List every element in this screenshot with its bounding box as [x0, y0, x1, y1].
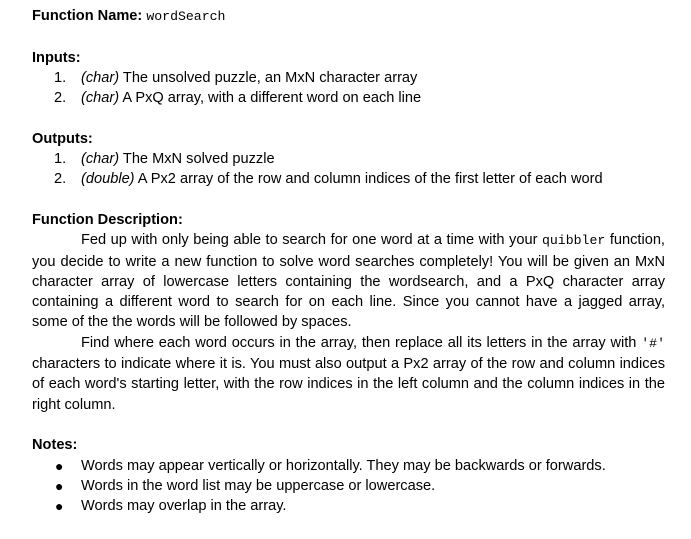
description-paragraph-2	[32, 333, 665, 415]
list-item	[32, 496, 665, 516]
list-item	[32, 169, 665, 189]
outputs-list	[32, 149, 665, 190]
list-number: 2.	[54, 90, 67, 107]
input-description: A PxQ array, with a different word on each line	[119, 90, 422, 107]
inline-code: quibbler	[541, 233, 606, 249]
list-item	[32, 149, 665, 169]
bullet-icon: ●	[55, 498, 64, 515]
note-text: Words may overlap in the array.	[81, 498, 287, 515]
outputs-heading: Outputs:	[32, 130, 93, 147]
list-number: 2.	[54, 171, 67, 188]
description-paragraph-1	[32, 230, 665, 332]
spacer	[32, 108, 665, 128]
bullet-icon: ●	[55, 477, 64, 494]
output-type: (char)	[81, 151, 120, 168]
description-heading: Function Description:	[32, 211, 183, 228]
output-description: A Px2 array of the row and column indices of the first letter of each word	[134, 171, 603, 188]
list-item	[32, 476, 665, 496]
list-number: 1.	[54, 151, 67, 168]
notes-list	[32, 456, 665, 517]
note-text: Words may appear vertically or horizontally. They may be backwards or forwards.	[81, 457, 606, 474]
note-text: Words in the word list may be uppercase or lowercase.	[81, 477, 436, 494]
spacer	[32, 27, 665, 47]
paragraph-text: Find where each word occurs in the array, then replace all its letters in the array with	[81, 334, 642, 351]
inline-code: '#'	[641, 335, 665, 351]
function-name-value: wordSearch	[146, 9, 226, 24]
list-item	[32, 88, 665, 108]
function-name-label: Function Name:	[32, 8, 143, 24]
function-name-line	[32, 6, 665, 27]
list-item	[32, 456, 665, 476]
paragraph-text: characters to indicate where it is. You must also output a Px2 array of the row and column indices of each word's starting letter, with the row indices in the left column and the column indices in the right column.	[32, 356, 665, 413]
spacer	[32, 190, 665, 210]
list-number: 1.	[54, 69, 67, 86]
list-item	[32, 68, 665, 88]
bullet-icon: ●	[55, 457, 64, 474]
input-type: (char)	[81, 69, 120, 86]
output-type: (double)	[81, 171, 135, 188]
paragraph-text: function, you decide to write a new function to solve word searches completely! You will be given an MxN character array of lowercase letters containing the wordsearch, and a PxQ character array containing a different word to search for on each line. Since you cannot have a jagged array, some of the the words will be followed by spaces.	[32, 232, 665, 331]
input-description: The unsolved puzzle, an MxN character array	[119, 69, 418, 86]
paragraph-text: Fed up with only being able to search for one word at a time with your	[81, 232, 542, 249]
spacer	[32, 415, 665, 435]
inputs-heading: Inputs:	[32, 49, 81, 66]
inputs-list	[32, 68, 665, 109]
notes-heading: Notes:	[32, 437, 78, 454]
output-description: The MxN solved puzzle	[119, 151, 275, 168]
input-type: (char)	[81, 90, 120, 107]
